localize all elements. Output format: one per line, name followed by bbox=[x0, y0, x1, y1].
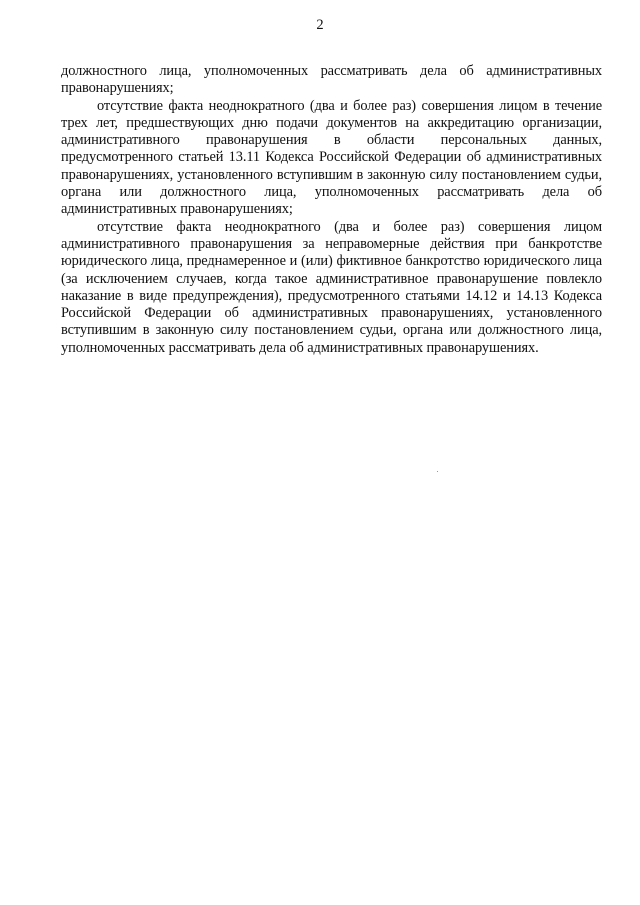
paragraph-bankruptcy-violation: отсутствие факта неоднократного (два и более раз) совершения лицом административного правонарушения за неправомерные действия при банкротстве юридического лица, преднамеренное и (или) фиктивное банкротство юридического лица (за исключением случаев, когда такое административное правонарушение повлекло наказание в виде предупреждения), предусмотренного статьями 14.12 и 14.13 Кодекса Российской Федерации об административных правонарушениях, установленного вступившим в законную силу постановлением судьи, органа или должностного лица, уполномоченных рассматривать дела об административных правонарушениях. bbox=[61, 218, 602, 356]
body-text bbox=[61, 63, 602, 357]
scan-speck bbox=[437, 471, 438, 472]
page-number: 2 bbox=[316, 17, 324, 33]
paragraph-personal-data-violation: отсутствие факта неоднократного (два и более раз) совершения лицом в течение трех лет, предшествующих дню подачи документов на аккредитацию организации, административного правонарушения в области персональных данных, предусмотренного статьей 13.11 Кодекса Российской Федерации об административных правонарушениях, установленного вступившим в законную силу постановлением судьи, органа или должностного лица, уполномоченных рассматривать дела об административных правонарушениях; bbox=[61, 97, 602, 218]
paragraph-continuation: должностного лица, уполномоченных рассматривать дела об административных правонарушениях; bbox=[61, 63, 602, 97]
